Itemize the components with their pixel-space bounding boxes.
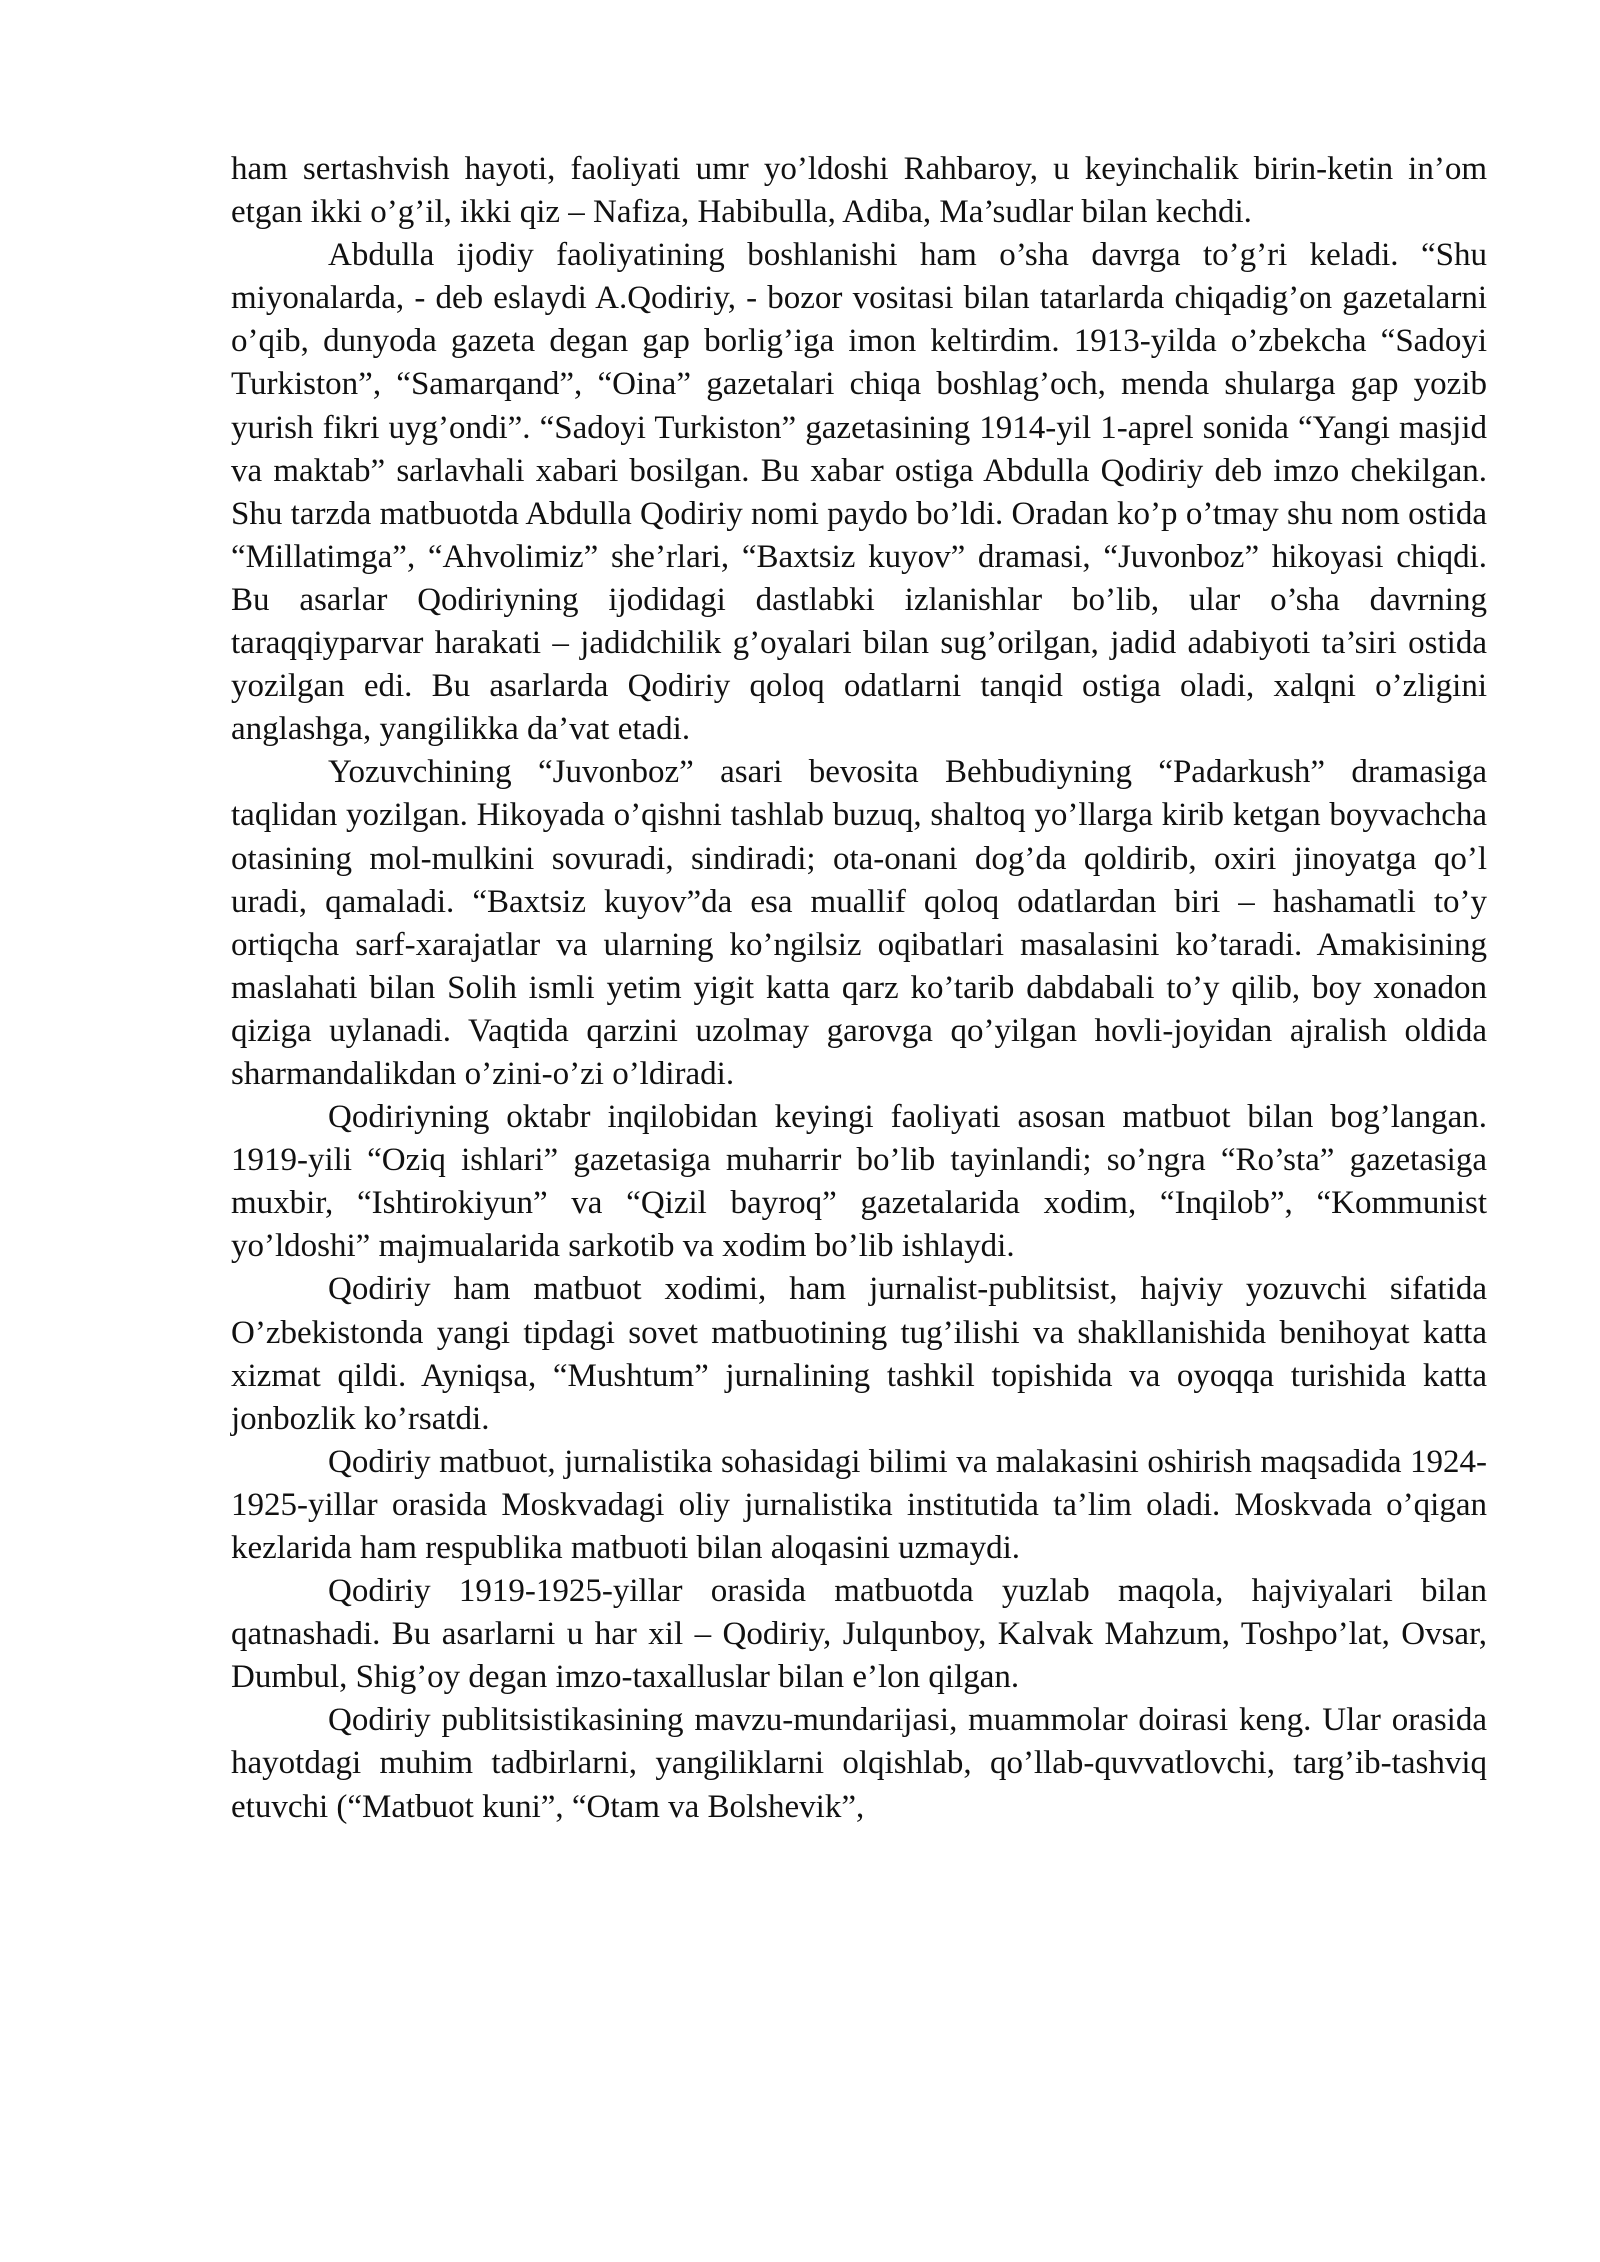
paragraph-8: Qodiriy publitsistikasining mavzu-mundarijasi, muammolar doirasi keng. Ular orasida hayotdagi muhim tadbirlarni, yangiliklarni olqishlab, qo’llab-quvvatlovchi, targ’ib-tashviq etuvchi (“Matbuot kuni”, “Otam va Bolshevik”, [231, 1702, 1487, 1825]
paragraph-1: ham sertashvish hayoti, faoliyati umr yo’ldoshi Rahbaroy, u keyinchalik birin-ketin in’om etgan ikki o’g’il, ikki qiz – Nafiza, Habibulla, Adiba, Ma’sudlar bilan kechdi. [231, 151, 1487, 231]
document-page [231, 148, 1487, 1829]
paragraph-3: Yozuvchining “Juvonboz” asari bevosita Behbudiyning “Padarkush” dramasiga taqlidan yozilgan. Hikoyada o’qishni tashlab buzuq, shaltoq yo’llarga kirib ketgan boyvachcha otasining mol-mulkini sovuradi, sindiradi; ota-onani dog’da qoldirib, oxiri jinoyatga qo’l uradi, qamaladi. “Baxtsiz kuyov”da esa muallif qoloq odatlardan biri – hashamatli to’y ortiqcha sarf-xarajatlar va ularning ko’ngilsiz oqibatlari masalasini ko’taradi. Amakisining maslahati bilan Solih ismli yetim yigit katta qarz ko’tarib dabdabali to’y qilib, boy xonadon qiziga uylanadi. Vaqtida qarzini uzolmay garovga qo’yilgan hovli-joyidan ajralish oldida sharmandalikdan o’zini-o’zi o’ldiradi. [231, 754, 1487, 1092]
paragraph-2: Abdulla ijodiy faoliyatining boshlanishi ham o’sha davrga to’g’ri keladi. “Shu miyonalarda, - deb eslaydi A.Qodiriy, - bozor vositasi bilan tatarlarda chiqadig’on gazetalarni o’qib, dunyoda gazeta degan gap borlig’iga imon keltirdim. 1913-yilda o’zbekcha “Sadoyi Turkiston”, “Samarqand”, “Oina” gazetalari chiqa boshlag’och, menda shularga gap yozib yurish fikri uyg’ondi”. “Sadoyi Turkiston” gazetasining 1914-yil 1-aprel sonida “Yangi masjid va maktab” sarlavhali xabari bosilgan. Bu xabar ostiga Abdulla Qodiriy deb imzo chekilgan. Shu tarzda matbuotda Abdulla Qodiriy nomi paydo bo’ldi. Oradan ko’p o’tmay shu nom ostida “Millatimga”, “Ahvolimiz” she’rlari, “Baxtsiz kuyov” dramasi, “Juvonboz” hikoyasi chiqdi. Bu asarlar Qodiriyning ijodidagi dastlabki izlanishlar bo’lib, ular o’sha davrning taraqqiyparvar harakati – jadidchilik g’oyalari bilan sug’orilgan, jadid adabiyoti ta’siri ostida yozilgan edi. Bu asarlarda Qodiriy qoloq odatlarni tanqid ostiga oladi, xalqni o’zligini anglashga, yangilikka da’vat etadi. [231, 237, 1487, 748]
paragraph-7: Qodiriy 1919-1925-yillar orasida matbuotda yuzlab maqola, hajviyalari bilan qatnashadi. Bu asarlarni u har xil – Qodiriy, Julqunboy, Kalvak Mahzum, Toshpo’lat, Ovsar, Dumbul, Shig’oy degan imzo-taxalluslar bilan e’lon qilgan. [231, 1573, 1487, 1696]
paragraph-6: Qodiriy matbuot, jurnalistika sohasidagi bilimi va malakasini oshirish maqsadida 1924-1925-yillar orasida Moskvadagi oliy jurnalistika institutida ta’lim oladi. Moskvada o’qigan kezlarida ham respublika matbuoti bilan aloqasini uzmaydi. [231, 1443, 1487, 1566]
paragraph-5: Qodiriy ham matbuot xodimi, ham jurnalist-publitsist, hajviy yozuvchi sifatida O’zbekistonda yangi tipdagi sovet matbuotining tug’ilishi va shakllanishida benihoyat katta xizmat qildi. Ayniqsa, “Mushtum” jurnalining tashkil topishida va oyoqqa turishida katta jonbozlik ko’rsatdi. [231, 1271, 1487, 1437]
paragraph-4: Qodiriyning oktabr inqilobidan keyingi faoliyati asosan matbuot bilan bog’langan. 1919-yili “Oziq ishlari” gazetasiga muharrir bo’lib tayinlandi; so’ngra “Ro’sta” gazetasiga muxbir, “Ishtirokiyun” va “Qizil bayroq” gazetalarida xodim, “Inqilob”, “Kommunist yo’ldoshi” majmualarida sarkotib va xodim bo’lib ishlaydi. [231, 1099, 1487, 1265]
